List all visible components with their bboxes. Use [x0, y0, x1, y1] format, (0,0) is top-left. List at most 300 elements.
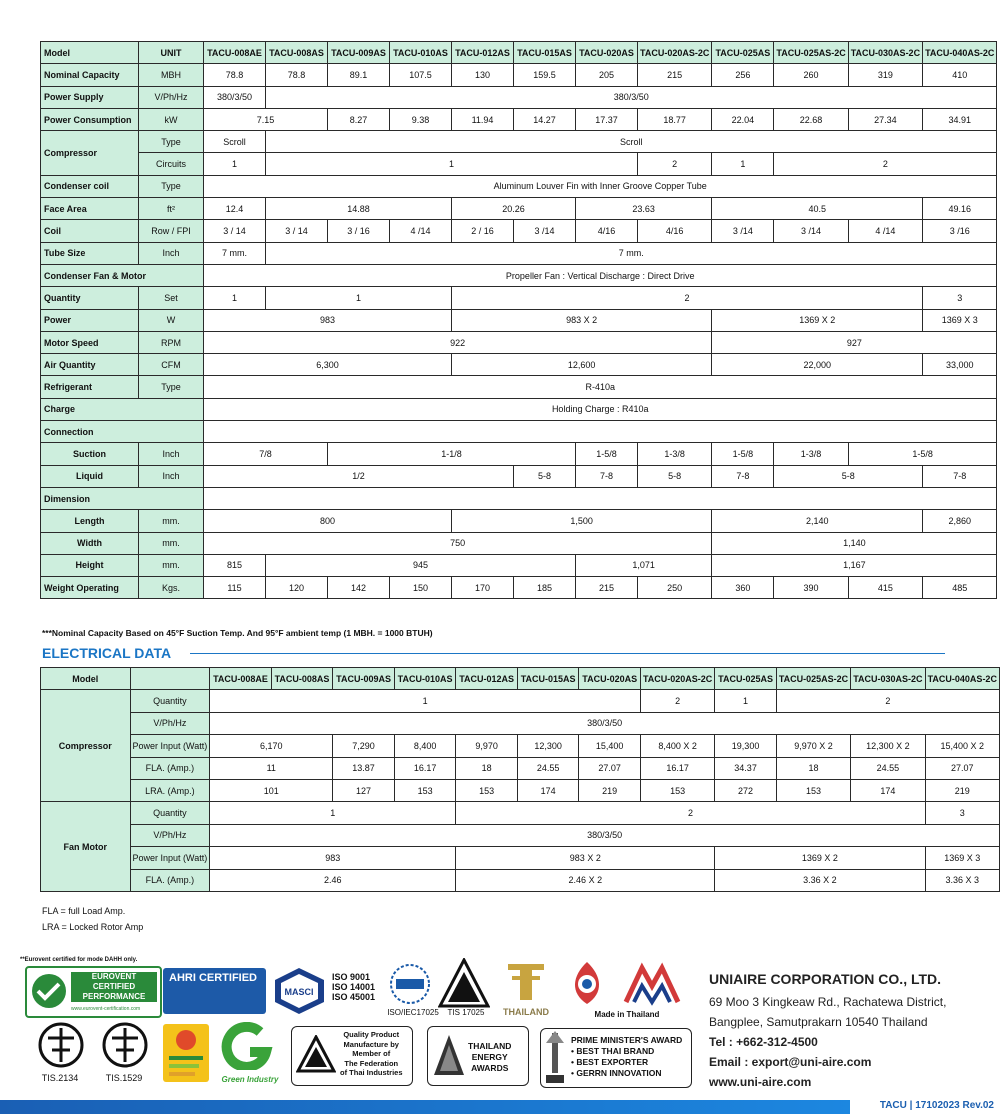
spec-cell: 1-3/8	[638, 443, 712, 465]
spec-row	[41, 554, 997, 576]
electrical-cell: 24.55	[517, 757, 579, 779]
spec-cell: 2	[452, 287, 923, 309]
electrical-cell: 153	[776, 779, 850, 801]
tis17025-label: TIS 17025	[447, 1008, 485, 1017]
spec-cell: 3 /16	[923, 220, 997, 242]
spec-cell: Inch	[139, 242, 204, 264]
electrical-cell: LRA. (Amp.)	[130, 779, 210, 801]
company-tel: Tel : +662-312-4500	[709, 1035, 818, 1049]
spec-cell: 27.34	[848, 108, 922, 130]
fti-line: The Federation	[344, 1058, 399, 1068]
electrical-cell: TACU-010AS	[394, 668, 456, 690]
legend-lra: LRA = Locked Rotor Amp	[42, 922, 144, 932]
spec-cell: 1,071	[576, 554, 712, 576]
tis-quality-logo	[562, 958, 612, 1008]
spec-cell: 78.8	[204, 64, 266, 86]
electrical-cell: 272	[715, 779, 777, 801]
electrical-cell: 19,300	[715, 735, 777, 757]
spec-cell: 1,140	[712, 532, 997, 554]
spec-row	[41, 354, 997, 376]
spec-cell: Height	[41, 554, 139, 576]
spec-cell: 5-8	[774, 465, 923, 487]
electrical-row	[41, 824, 1000, 846]
electrical-cell: 2	[776, 690, 999, 712]
electrical-cell: 127	[333, 779, 395, 801]
spec-cell: 142	[328, 577, 390, 599]
electrical-cell: 24.55	[851, 757, 925, 779]
electrical-cell: Model	[41, 668, 131, 690]
electrical-cell	[130, 668, 210, 690]
green-industry-icon	[216, 1022, 284, 1070]
spec-cell: Dimension	[41, 487, 204, 509]
electrical-cell: 3.36 X 3	[925, 869, 999, 891]
eurovent-text: EUROVENT CERTIFIED PERFORMANCE	[71, 972, 157, 1002]
spec-cell: mm.	[139, 532, 204, 554]
spec-cell: 3 /14	[774, 220, 848, 242]
spec-cell: TACU-010AS	[390, 42, 452, 64]
spec-cell: Weight Operating	[41, 577, 139, 599]
spec-row	[41, 487, 997, 509]
electrical-cell: Quantity	[130, 802, 210, 824]
electrical-cell: 6,170	[210, 735, 333, 757]
spec-row	[41, 42, 997, 64]
spec-cell: 256	[712, 64, 774, 86]
spec-cell: 3 / 14	[266, 220, 328, 242]
electrical-cell: 12,300	[517, 735, 579, 757]
spec-row	[41, 331, 997, 353]
spec-cell: 170	[452, 577, 514, 599]
spec-cell: Propeller Fan : Vertical Discharge : Direct Drive	[204, 264, 997, 286]
electrical-cell: 15,400	[579, 735, 641, 757]
spec-cell: 7 mm.	[266, 242, 997, 264]
spec-cell: UNIT	[139, 42, 204, 64]
ahri-text: AHRI CERTIFIED	[169, 972, 257, 984]
spec-cell: 415	[848, 577, 922, 599]
electrical-cell: TACU-040AS-2C	[925, 668, 999, 690]
spec-cell: 983 X 2	[452, 309, 712, 331]
spec-cell: Face Area	[41, 198, 139, 220]
spec-cell: 7.15	[204, 108, 328, 130]
spec-cell: 260	[774, 64, 848, 86]
thailand-trust-logo	[500, 962, 552, 1017]
spec-cell: 1-3/8	[774, 443, 848, 465]
pm-award-title: PRIME MINISTER'S AWARD	[571, 1035, 683, 1045]
spec-cell: 34.91	[923, 108, 997, 130]
electrical-cell: V/Ph/Hz	[130, 824, 210, 846]
spec-cell	[204, 487, 997, 509]
spec-cell: 2	[638, 153, 712, 175]
spec-cell: Model	[41, 42, 139, 64]
electrical-cell: 27.07	[925, 757, 999, 779]
spec-cell: 5-8	[638, 465, 712, 487]
spec-cell: 1	[204, 153, 266, 175]
spec-cell: 12.4	[204, 198, 266, 220]
spec-cell: 159.5	[514, 64, 576, 86]
spec-row	[41, 577, 997, 599]
spec-cell: 410	[923, 64, 997, 86]
spec-cell: W	[139, 309, 204, 331]
spec-cell: 1-5/8	[848, 443, 997, 465]
electrical-cell: TACU-012AS	[456, 668, 518, 690]
spec-cell: 945	[266, 554, 576, 576]
spec-cell: Nominal Capacity	[41, 64, 139, 86]
spec-cell: Length	[41, 510, 139, 532]
spec-cell: 800	[204, 510, 452, 532]
spec-cell: Compressor	[41, 131, 139, 176]
spec-cell: 11.94	[452, 108, 514, 130]
spec-cell: TACU-009AS	[328, 42, 390, 64]
spec-cell: 22.04	[712, 108, 774, 130]
spec-row	[41, 443, 997, 465]
spec-cell: 18.77	[638, 108, 712, 130]
electrical-cell: FLA. (Amp.)	[130, 869, 210, 891]
spec-row	[41, 86, 997, 108]
spec-cell: Type	[139, 175, 204, 197]
spec-cell: 4 /14	[848, 220, 922, 242]
spec-cell: Circuits	[139, 153, 204, 175]
energy-label-logo	[163, 1024, 209, 1082]
electrical-cell: TACU-015AS	[517, 668, 579, 690]
spec-cell: 390	[774, 577, 848, 599]
electrical-cell: 174	[517, 779, 579, 801]
spec-cell: 250	[638, 577, 712, 599]
spec-cell: 12,600	[452, 354, 712, 376]
fti-line: of Thai Industries	[340, 1068, 403, 1077]
spec-cell: Quantity	[41, 287, 139, 309]
spec-cell: 485	[923, 577, 997, 599]
title-rule	[190, 653, 945, 654]
spec-cell: 8.27	[328, 108, 390, 130]
electrical-cell: TACU-008AS	[271, 668, 333, 690]
spec-cell: 1	[266, 287, 452, 309]
spec-cell: 360	[712, 577, 774, 599]
tis1529-label: TIS.1529	[105, 1073, 143, 1083]
green-industry-text: Green Industry	[221, 1075, 279, 1084]
spec-cell: Tube Size	[41, 242, 139, 264]
electrical-row	[41, 735, 1000, 757]
company-address-1: 69 Moo 3 Kingkeaw Rd., Rachatewa District,	[709, 995, 947, 1009]
electrical-cell: 11	[210, 757, 333, 779]
electrical-cell: 219	[579, 779, 641, 801]
energy-award-trophy-icon	[432, 1033, 466, 1079]
electrical-cell: 18	[456, 757, 518, 779]
electrical-cell: FLA. (Amp.)	[130, 757, 210, 779]
made-in-thailand-icon	[620, 962, 684, 1006]
spec-cell: 983	[204, 309, 452, 331]
spec-cell: CFM	[139, 354, 204, 376]
energy-label-icon	[163, 1024, 209, 1082]
spec-cell: 319	[848, 64, 922, 86]
spec-cell: TACU-030AS-2C	[848, 42, 922, 64]
spec-cell: 380/3/50	[266, 86, 997, 108]
legend-fla: FLA = full Load Amp.	[42, 906, 126, 916]
masci-logo	[272, 966, 327, 1016]
spec-cell: TACU-008AE	[204, 42, 266, 64]
electrical-cell: TACU-025AS	[715, 668, 777, 690]
electrical-cell: 101	[210, 779, 333, 801]
electrical-row	[41, 668, 1000, 690]
spec-cell: 7-8	[712, 465, 774, 487]
pm-award-trophy-icon	[544, 1031, 566, 1085]
electrical-cell: 9,970	[456, 735, 518, 757]
tis2134-label: TIS.2134	[41, 1073, 79, 1083]
spec-cell: Set	[139, 287, 204, 309]
spec-cell: 9.38	[390, 108, 452, 130]
tis-quality-icon	[562, 958, 612, 1008]
electrical-cell: TACU-008AE	[210, 668, 272, 690]
iso-9001: ISO 9001	[332, 972, 371, 982]
pm-award-item: • GERRN INNOVATION	[571, 1068, 662, 1078]
spec-cell: 6,300	[204, 354, 452, 376]
spec-cell: Coil	[41, 220, 139, 242]
spec-cell: 1369 X 3	[923, 309, 997, 331]
spec-row	[41, 532, 997, 554]
energy-award-line: THAILAND	[468, 1041, 512, 1051]
spec-cell: 1,500	[452, 510, 712, 532]
spec-cell: Air Quantity	[41, 354, 139, 376]
spec-cell: 2,140	[712, 510, 923, 532]
spec-row	[41, 287, 997, 309]
electrical-cell: TACU-009AS	[333, 668, 395, 690]
spec-cell: 7-8	[576, 465, 638, 487]
spec-cell: TACU-012AS	[452, 42, 514, 64]
electrical-cell: 1369 X 2	[715, 847, 925, 869]
spec-cell: Condenser Fan & Motor	[41, 264, 204, 286]
electrical-cell: 16.17	[640, 757, 714, 779]
spec-cell: 14.88	[266, 198, 452, 220]
iso-list	[332, 972, 375, 1002]
spec-cell: 1	[266, 153, 638, 175]
energy-award-line: AWARDS	[471, 1063, 509, 1073]
spec-cell: 215	[638, 64, 712, 86]
eurovent-mark-icon	[29, 971, 69, 1011]
tis1529-logo	[102, 1022, 148, 1068]
spec-cell: mm.	[139, 554, 204, 576]
electrical-cell: 18	[776, 757, 850, 779]
electrical-cell: 7,290	[333, 735, 395, 757]
spec-row	[41, 309, 997, 331]
footer-document-code: TACU | 17102023 Rev.02	[850, 1099, 1000, 1115]
spec-row	[41, 153, 997, 175]
spec-row	[41, 175, 997, 197]
tis-standard-icon	[102, 1022, 148, 1068]
electrical-cell: TACU-030AS-2C	[851, 668, 925, 690]
spec-cell: Scroll	[204, 131, 266, 153]
spec-cell: Inch	[139, 443, 204, 465]
spec-cell	[204, 421, 997, 443]
spec-cell: Refrigerant	[41, 376, 139, 398]
company-website[interactable]: www.uni-aire.com	[709, 1075, 812, 1089]
spec-cell: 815	[204, 554, 266, 576]
tis2134-logo	[38, 1022, 84, 1068]
electrical-cell: Fan Motor	[41, 802, 131, 892]
spec-cell: 33,000	[923, 354, 997, 376]
electrical-cell: 13.87	[333, 757, 395, 779]
electrical-cell: V/Ph/Hz	[130, 712, 210, 734]
company-address-2: Bangplee, Samutprakarn 10540 Thailand	[709, 1015, 928, 1029]
spec-cell: 750	[204, 532, 712, 554]
electrical-cell: 153	[456, 779, 518, 801]
spec-cell: 115	[204, 577, 266, 599]
spec-cell: Suction	[41, 443, 139, 465]
spec-cell: 927	[712, 331, 997, 353]
electrical-row	[41, 869, 1000, 891]
electrical-cell: TACU-020AS-2C	[640, 668, 714, 690]
fti-line: Member of	[352, 1049, 391, 1058]
spec-cell: 7/8	[204, 443, 328, 465]
spec-row	[41, 108, 997, 130]
company-email[interactable]: Email : export@uni-aire.com	[709, 1055, 872, 1069]
spec-cell: kW	[139, 108, 204, 130]
spec-cell: 49.16	[923, 198, 997, 220]
iso17025-label: ISO/IEC17025	[387, 1008, 439, 1017]
spec-cell: 22,000	[712, 354, 923, 376]
spec-cell: 185	[514, 577, 576, 599]
spec-cell: Scroll	[266, 131, 997, 153]
spec-cell: MBH	[139, 64, 204, 86]
electrical-cell: Quantity	[130, 690, 210, 712]
ilac-logo	[386, 962, 434, 1008]
spec-cell: 23.63	[576, 198, 712, 220]
electrical-cell: 1369 X 3	[925, 847, 999, 869]
spec-cell: 1-5/8	[576, 443, 638, 465]
made-in-thailand-label: Made in Thailand	[594, 1010, 660, 1019]
pm-award-item: • BEST EXPORTER	[571, 1057, 649, 1067]
made-in-thailand-logo	[620, 962, 684, 1006]
spec-cell: Power	[41, 309, 139, 331]
thai-trust-mark-icon	[500, 962, 552, 1002]
spec-cell: V/Ph/Hz	[139, 86, 204, 108]
electrical-cell: 16.17	[394, 757, 456, 779]
electrical-cell: Power Input (Watt)	[130, 735, 210, 757]
spec-cell: 22.68	[774, 108, 848, 130]
electrical-cell: 380/3/50	[210, 712, 1000, 734]
electrical-row	[41, 712, 1000, 734]
spec-cell: Charge	[41, 398, 204, 420]
spec-cell: 2,860	[923, 510, 997, 532]
electrical-cell: 2	[640, 690, 714, 712]
spec-cell: 107.5	[390, 64, 452, 86]
spec-cell: TACU-015AS	[514, 42, 576, 64]
spec-cell: Width	[41, 532, 139, 554]
spec-cell: TACU-025AS	[712, 42, 774, 64]
pm-award-item: • BEST THAI BRAND	[571, 1046, 655, 1056]
fti-member-badge	[291, 1026, 413, 1086]
electrical-cell: TACU-020AS	[579, 668, 641, 690]
spec-cell: 922	[204, 331, 712, 353]
spec-row	[41, 510, 997, 532]
spec-cell: 2 / 16	[452, 220, 514, 242]
spec-cell: TACU-040AS-2C	[923, 42, 997, 64]
spec-row	[41, 242, 997, 264]
spec-cell: 40.5	[712, 198, 923, 220]
electrical-cell: 9,970 X 2	[776, 735, 850, 757]
spec-cell: 1369 X 2	[712, 309, 923, 331]
spec-cell: 7-8	[923, 465, 997, 487]
electrical-cell: 1	[210, 690, 641, 712]
spec-cell: 17.37	[576, 108, 638, 130]
spec-row	[41, 64, 997, 86]
spec-cell: Connection	[41, 421, 204, 443]
electrical-cell: 2.46 X 2	[456, 869, 715, 891]
electrical-cell: TACU-025AS-2C	[776, 668, 850, 690]
spec-cell: 130	[452, 64, 514, 86]
spec-cell: 1,167	[712, 554, 997, 576]
electrical-cell: 983	[210, 847, 456, 869]
electrical-table	[40, 667, 1000, 892]
spec-cell: 3	[923, 287, 997, 309]
spec-row	[41, 264, 997, 286]
eurovent-note: **Eurovent certified for mode DAHH only.	[20, 957, 138, 963]
tis-standard-icon	[38, 1022, 84, 1068]
spec-cell: 3 / 16	[328, 220, 390, 242]
thailand-trust-text: THAILAND	[503, 1007, 549, 1017]
spec-cell: 20.26	[452, 198, 576, 220]
spec-cell: 1-5/8	[712, 443, 774, 465]
spec-cell: ft²	[139, 198, 204, 220]
spec-cell: 5-8	[514, 465, 576, 487]
electrical-cell: 380/3/50	[210, 824, 1000, 846]
electrical-cell: 12,300 X 2	[851, 735, 925, 757]
eurovent-logo	[25, 966, 162, 1018]
spec-row	[41, 220, 997, 242]
electrical-cell: 1	[715, 690, 777, 712]
electrical-cell: 153	[640, 779, 714, 801]
spec-cell: 4/16	[576, 220, 638, 242]
electrical-row	[41, 847, 1000, 869]
spec-cell: 3 / 14	[204, 220, 266, 242]
spec-cell: 380/3/50	[204, 86, 266, 108]
electrical-cell: 8,400 X 2	[640, 735, 714, 757]
spec-row	[41, 398, 997, 420]
spec-cell: 89.1	[328, 64, 390, 86]
spec-cell: Power Supply	[41, 86, 139, 108]
spec-cell: Liquid	[41, 465, 139, 487]
spec-cell: 215	[576, 577, 638, 599]
spec-cell: 7 mm.	[204, 242, 266, 264]
fti-mark-icon	[296, 1035, 336, 1075]
energy-awards-badge	[427, 1026, 529, 1086]
spec-cell: 2	[774, 153, 997, 175]
fti-line: Quality Product	[343, 1030, 400, 1039]
electrical-cell: Power Input (Watt)	[130, 847, 210, 869]
electrical-cell: 983 X 2	[456, 847, 715, 869]
masci-badge-icon	[272, 966, 327, 1016]
spec-cell: Aluminum Louver Fin with Inner Groove Copper Tube	[204, 175, 997, 197]
prime-minister-award-badge	[540, 1028, 692, 1088]
spec-cell: 3 /14	[514, 220, 576, 242]
electrical-cell: 2	[456, 802, 925, 824]
electrical-cell: 3	[925, 802, 999, 824]
electrical-cell: 27.07	[579, 757, 641, 779]
spec-cell: TACU-008AS	[266, 42, 328, 64]
spec-cell: Holding Charge : R410a	[204, 398, 997, 420]
spec-cell: 3 /14	[712, 220, 774, 242]
spec-cell: 78.8	[266, 64, 328, 86]
spec-cell: 4/16	[638, 220, 712, 242]
spec-cell: 14.27	[514, 108, 576, 130]
spec-cell: 205	[576, 64, 638, 86]
spec-cell: Kgs.	[139, 577, 204, 599]
masci-text: MASCI	[284, 987, 314, 997]
electrical-data-title: ELECTRICAL DATA	[42, 645, 172, 661]
spec-cell: TACU-020AS-2C	[638, 42, 712, 64]
spec-cell: mm.	[139, 510, 204, 532]
electrical-cell: 1	[210, 802, 456, 824]
spec-cell: 120	[266, 577, 328, 599]
electrical-cell: 3.36 X 2	[715, 869, 925, 891]
fti-line: Manufacture by	[343, 1039, 399, 1049]
